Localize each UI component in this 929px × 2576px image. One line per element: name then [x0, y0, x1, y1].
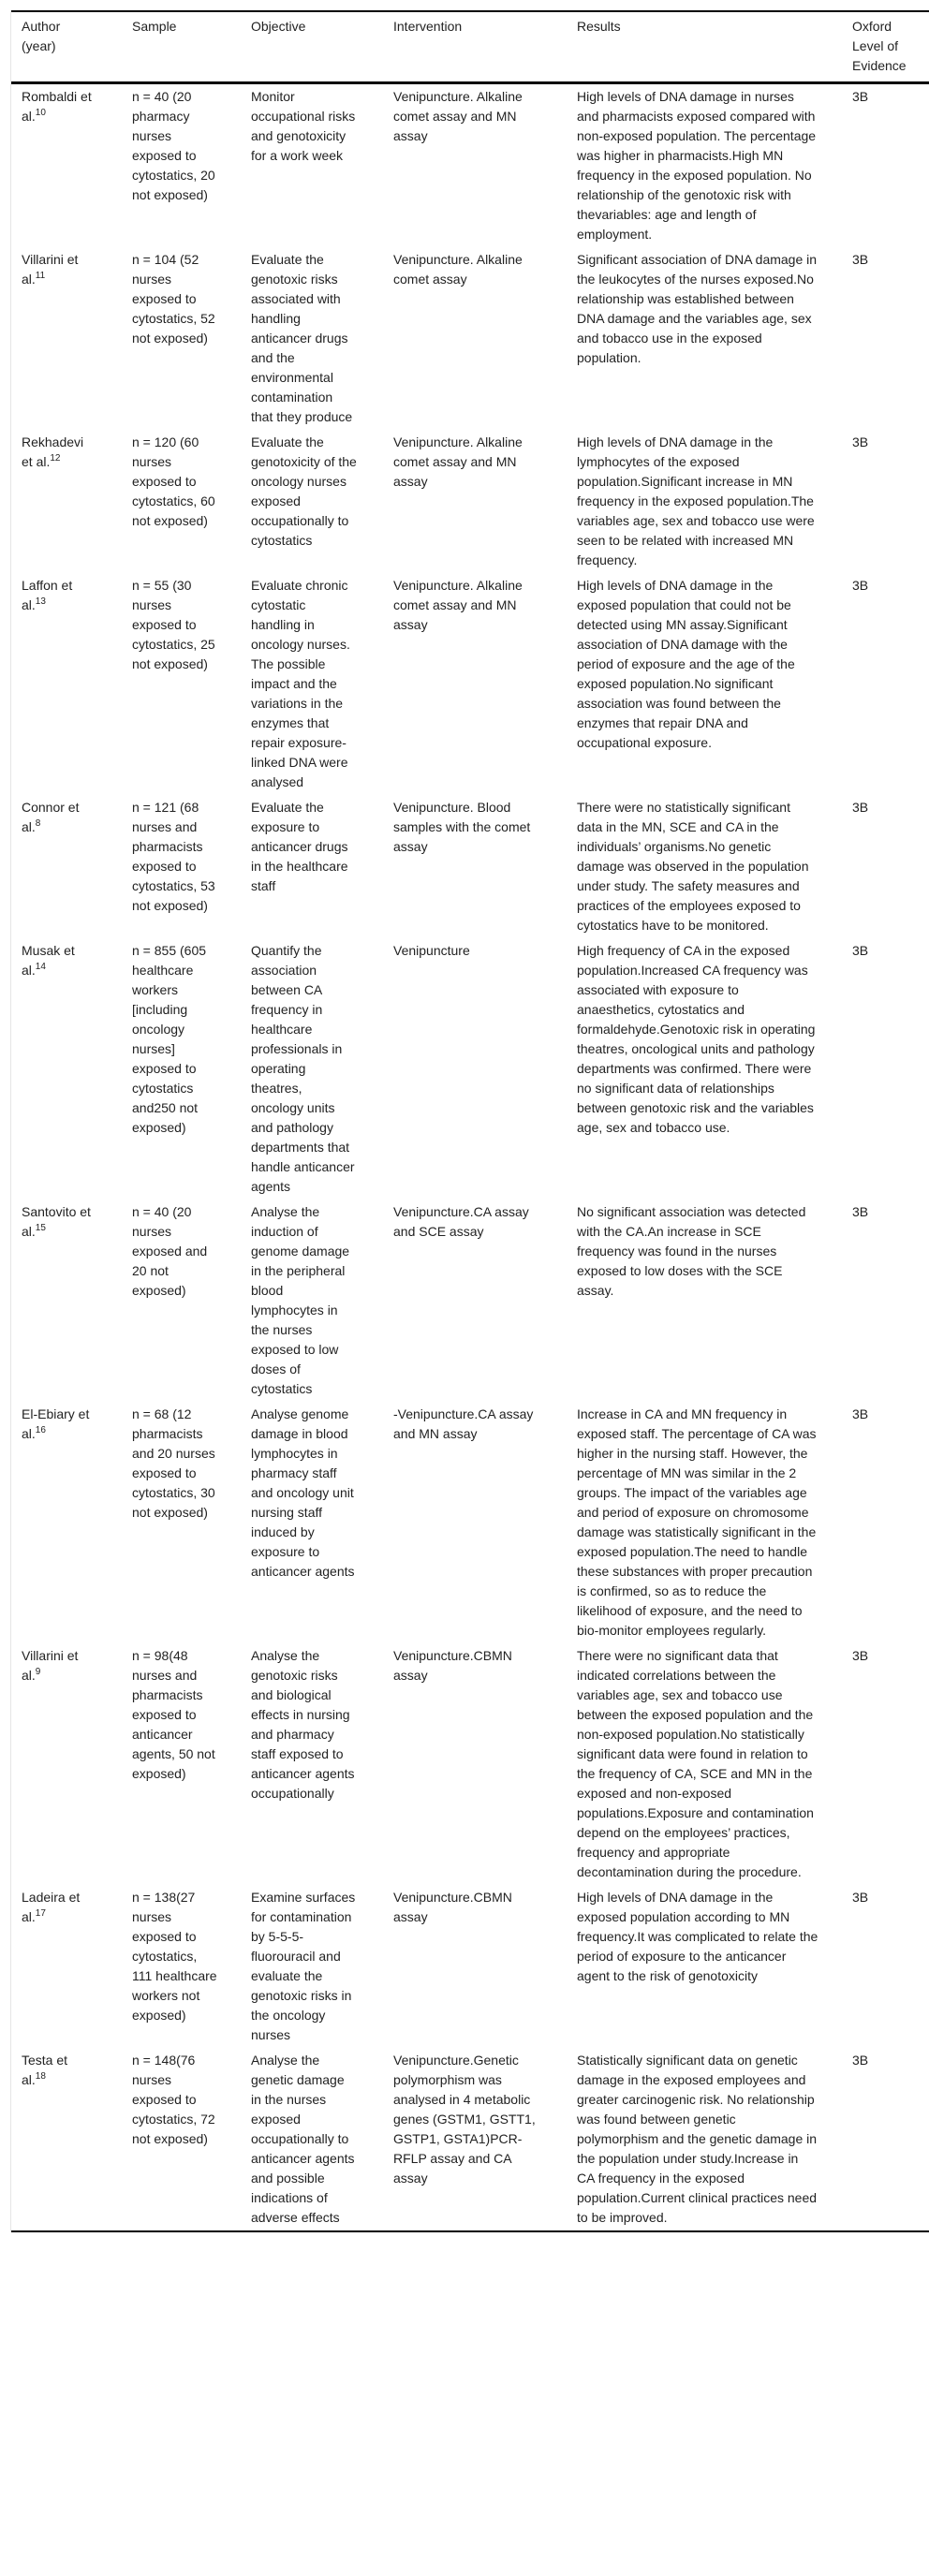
evidence-level-cell: 3B: [852, 1204, 869, 1219]
sample-cell: n = 40 (20 pharmacy nurses exposed to cytostatics, 20 not exposed): [132, 89, 215, 202]
objective-cell: Analyse genome damage in blood lymphocytes in pharmacy staff and oncology unit nursing staff induced by exposure to anticancer agents: [251, 1406, 355, 1579]
results-cell: There were no statistically significant data in the MN, SCE and CA in the individuals’ organisms.No genetic damage was observed in the population under study. The safety measures and practices of the employees exposed to cytostatics have to be monitored.: [577, 800, 809, 933]
sample-cell: n = 120 (60 nurses exposed to cytostatics, 60 not exposed): [132, 434, 215, 528]
header-evidence-level: Oxford Level of Evidence: [852, 19, 907, 73]
sample-cell: n = 55 (30 nurses exposed to cytostatics, 25 not exposed): [132, 578, 215, 671]
evidence-level-cell: 3B: [852, 578, 869, 593]
table-row: [11, 83, 929, 248]
author-name: Villarini et al.: [22, 252, 79, 287]
reference-number: 14: [35, 962, 46, 972]
reference-number: 11: [35, 271, 46, 281]
evidence-level-cell: 3B: [852, 1648, 869, 1663]
table-row: [11, 1402, 929, 1643]
reference-number: 10: [35, 108, 46, 118]
results-cell: Significant association of DNA damage in the leukocytes of the nurses exposed.No relationship was established between DNA damage and the variables age, sex and tobacco use in the exposed population.: [577, 252, 818, 365]
sample-cell: n = 138(27 nurses exposed to cytostatics, 111 healthcare workers not exposed): [132, 1890, 217, 2023]
table-row: [11, 1643, 929, 1885]
author-name: Testa et al.: [22, 2053, 68, 2087]
intervention-cell: Venipuncture. Alkaline comet assay and MN assay: [393, 434, 523, 489]
results-cell: High levels of DNA damage in nurses and pharmacists exposed compared with non-exposed population. The percentage was higher in pharmacists.High MN frequency in the exposed population. No relationship of the genotoxic risk with thevariables: age and length of employment.: [577, 89, 817, 242]
intervention-cell: Venipuncture. Alkaline comet assay: [393, 252, 523, 287]
table-row: [11, 430, 929, 573]
author-name: Ladeira et al.: [22, 1890, 81, 1924]
table-row: [11, 2048, 929, 2231]
results-cell: High levels of DNA damage in the exposed population according to MN frequency.It was complicated to relate the period of exposure to the anticancer agent to the risk of genotoxicity: [577, 1890, 818, 1983]
evidence-level-cell: 3B: [852, 252, 869, 267]
author-cell: [11, 1643, 122, 1885]
author-name: Connor et al.: [22, 800, 80, 834]
objective-cell: Examine surfaces for contamination by 5-5-5-fluorouracil and evaluate the genotoxic risks in the oncology nurses: [251, 1890, 356, 2042]
author-cell: [11, 573, 122, 795]
reference-number: 9: [35, 1667, 41, 1677]
sample-cell: n = 104 (52 nurses exposed to cytostatics, 52 not exposed): [132, 252, 215, 346]
sample-cell: n = 40 (20 nurses exposed and 20 not exposed): [132, 1204, 208, 1298]
author-name: Rekhadevi et al.: [22, 434, 84, 469]
header-objective: Objective: [251, 19, 306, 34]
table-row: [11, 573, 929, 795]
reference-number: 12: [50, 453, 61, 464]
results-cell: There were no significant data that indicated correlations between the variables age, sex and tobacco use between the exposed population and the non-exposed population.No statistically significant data were found in relation to the frequency of CA, SCE and MN in the exposed and non-exposed populations.Exposure and contamination depend on the employees’ practices, frequency and appropriate decontamination during the procedure.: [577, 1648, 814, 1879]
sample-cell: n = 855 (605 healthcare workers [including oncology nurses] exposed to cytostatics and250 not exposed): [132, 943, 207, 1135]
author-name: Musak et al.: [22, 943, 75, 978]
author-cell: [11, 1200, 122, 1402]
table-row: [11, 1200, 929, 1402]
header-author: Author (year): [22, 19, 61, 53]
intervention-cell: Venipuncture. Blood samples with the comet assay: [393, 800, 531, 854]
author-cell: [11, 938, 122, 1200]
results-cell: Statistically significant data on genetic damage in the exposed employees and greater carcinogenic risk. No relationship was found between genetic polymorphism and the genetic damage in the population under study.Increase in CA frequency in the exposed population.Current clinical practices need to be improved.: [577, 2053, 818, 2225]
table-row: [11, 1885, 929, 2048]
results-cell: Increase in CA and MN frequency in exposed staff. The percentage of CA was higher in the nursing staff. However, the percentage of MN was similar in the 2 groups. The impact of the variables age and period of exposure on chromosome damage was statistically significant in the exposed population.The need to handle these substances with proper precaution is confirmed, so as to reduce the likelihood of exposure, and the need to bio-monitor employees regularly.: [577, 1406, 817, 1638]
objective-cell: Analyse the genotoxic risks and biological effects in nursing and pharmacy staff exposed to anticancer agents occupationally: [251, 1648, 355, 1801]
sample-cell: n = 121 (68 nurses and pharmacists exposed to cytostatics, 53 not exposed): [132, 800, 215, 913]
author-name: Villarini et al.: [22, 1648, 79, 1683]
header-results: Results: [577, 19, 621, 34]
author-cell: [11, 430, 122, 573]
reference-number: 18: [35, 2071, 46, 2082]
objective-cell: Evaluate chronic cytostatic handling in oncology nurses. The possible impact and the variations in the enzymes that repair exposure-linked DNA were analysed: [251, 578, 350, 789]
header-intervention: Intervention: [393, 19, 463, 34]
table-body: [11, 83, 929, 2232]
reference-number: 13: [35, 596, 46, 607]
table-header: [11, 11, 929, 83]
results-cell: No significant association was detected with the CA.An increase in SCE frequency was found in the nurses exposed to low doses with the SCE assay.: [577, 1204, 806, 1298]
intervention-cell: Venipuncture. Alkaline comet assay and MN assay: [393, 578, 523, 632]
results-cell: High frequency of CA in the exposed population.Increased CA frequency was associated with exposure to anaesthetics, cytostatics and formaldehyde.Genotoxic risk in operating theatres, oncological units and pathology departments was confirmed. There were no significant data of relationships between genotoxic risk and the variables age, sex and tobacco use.: [577, 943, 816, 1135]
objective-cell: Evaluate the genotoxicity of the oncology nurses exposed occupationally to cytostatics: [251, 434, 357, 548]
sample-cell: n = 68 (12 pharmacists and 20 nurses exposed to cytostatics, 30 not exposed): [132, 1406, 215, 1520]
evidence-table: [11, 10, 929, 2232]
intervention-cell: Venipuncture.CA assay and SCE assay: [393, 1204, 529, 1239]
objective-cell: Analyse the induction of genome damage in the peripheral blood lymphocytes in the nurses exposed to low doses of cytostatics: [251, 1204, 350, 1396]
intervention-cell: -Venipuncture.CA assay and MN assay: [393, 1406, 534, 1441]
evidence-table-container: [10, 10, 929, 2232]
table-row: [11, 938, 929, 1200]
author-cell: [11, 795, 122, 938]
reference-number: 15: [35, 1223, 46, 1233]
intervention-cell: Venipuncture.Genetic polymorphism was analysed in 4 metabolic genes (GSTM1, GSTT1, GSTP1, GSTA1)PCR-RFLP assay and CA assay: [393, 2053, 536, 2186]
reference-number: 17: [35, 1908, 46, 1919]
evidence-level-cell: 3B: [852, 1406, 869, 1421]
sample-cell: n = 148(76 nurses exposed to cytostatics, 72 not exposed): [132, 2053, 215, 2146]
author-name: Rombaldi et al.: [22, 89, 92, 124]
objective-cell: Evaluate the genotoxic risks associated with handling anticancer drugs and the environmental contamination that they produce: [251, 252, 353, 424]
table-row: [11, 247, 929, 430]
evidence-level-cell: 3B: [852, 800, 869, 815]
evidence-level-cell: 3B: [852, 1890, 869, 1905]
sample-cell: n = 98(48 nurses and pharmacists exposed to anticancer agents, 50 not exposed): [132, 1648, 215, 1781]
objective-cell: Analyse the genetic damage in the nurses exposed occupationally to anticancer agents and possible indications of adverse effects: [251, 2053, 355, 2225]
intervention-cell: Venipuncture. Alkaline comet assay and MN assay: [393, 89, 523, 143]
header-sample: Sample: [132, 19, 177, 34]
evidence-level-cell: 3B: [852, 943, 869, 958]
reference-number: 8: [35, 818, 41, 829]
evidence-level-cell: 3B: [852, 2053, 869, 2068]
evidence-level-cell: 3B: [852, 434, 869, 449]
reference-number: 16: [35, 1425, 46, 1435]
table-row: [11, 795, 929, 938]
results-cell: High levels of DNA damage in the lymphocytes of the exposed population.Significant increase in MN frequency in the exposed population.The variables age, sex and tobacco use were seen to be related with increased MN frequency.: [577, 434, 815, 567]
objective-cell: Evaluate the exposure to anticancer drugs in the healthcare staff: [251, 800, 348, 893]
results-cell: High levels of DNA damage in the exposed population that could not be detected using MN assay.Significant association of DNA damage with the period of exposure and the age of the exposed population.No significant association was found between the enzymes that repair DNA and occupational exposure.: [577, 578, 795, 750]
author-cell: [11, 1885, 122, 2048]
author-name: Santovito et al.: [22, 1204, 91, 1239]
author-name: Laffon et al.: [22, 578, 73, 612]
author-cell: [11, 247, 122, 430]
objective-cell: Monitor occupational risks and genotoxicity for a work week: [251, 89, 356, 163]
objective-cell: Quantify the association between CA frequency in healthcare professionals in operating theatres, oncology units and pathology departments that handle anticancer agents: [251, 943, 355, 1194]
author-cell: [11, 83, 122, 248]
header-row: [11, 11, 929, 83]
evidence-level-cell: 3B: [852, 89, 869, 104]
intervention-cell: Venipuncture: [393, 943, 470, 958]
author-cell: [11, 2048, 122, 2231]
intervention-cell: Venipuncture.CBMN assay: [393, 1648, 512, 1683]
intervention-cell: Venipuncture.CBMN assay: [393, 1890, 512, 1924]
author-name: El-Ebiary et al.: [22, 1406, 90, 1441]
author-cell: [11, 1402, 122, 1643]
